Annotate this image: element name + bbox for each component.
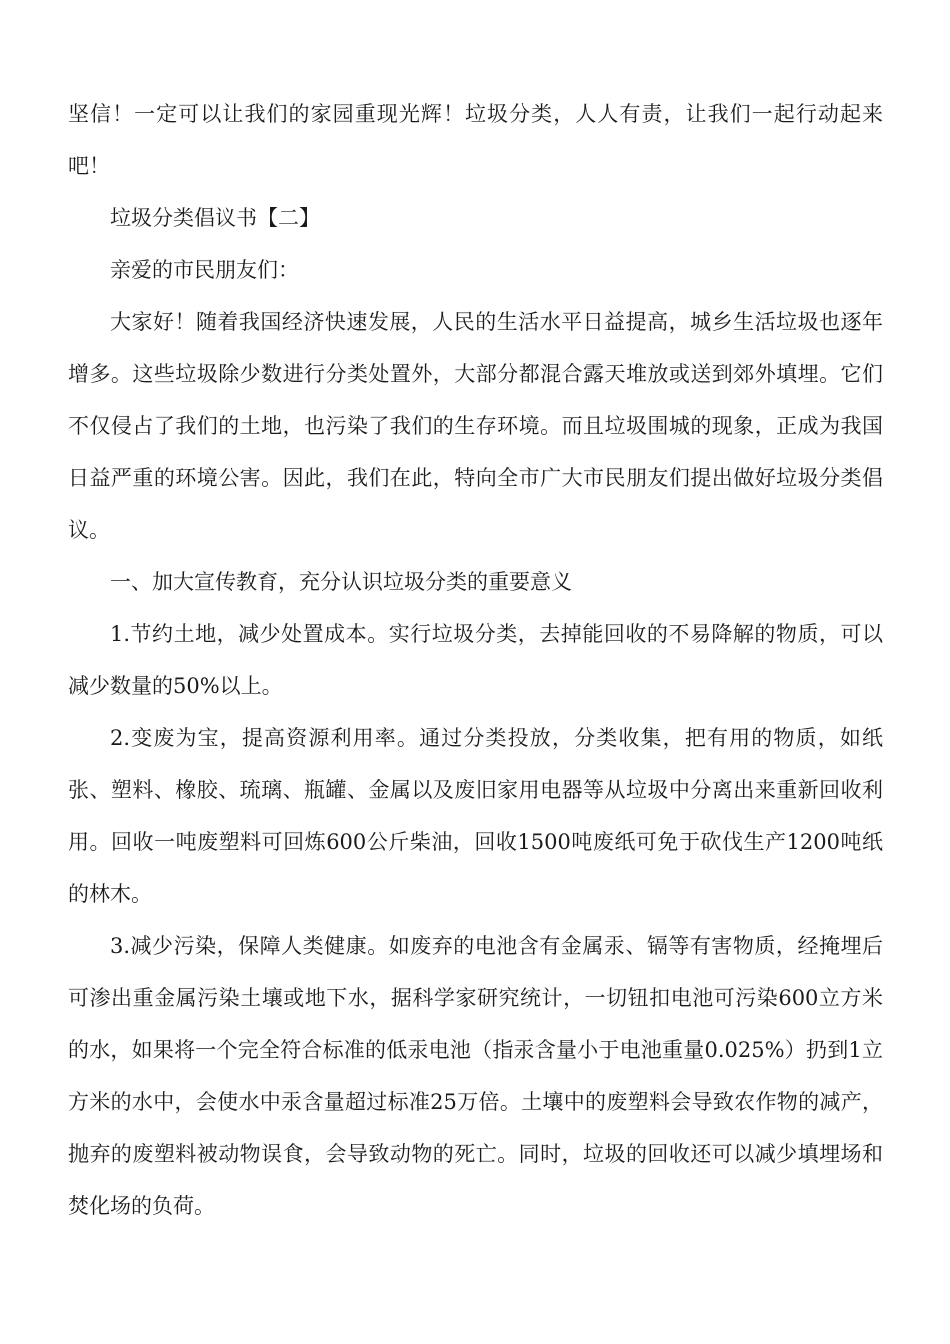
closing-paragraph: 坚信！一定可以让我们的家园重现光辉！垃圾分类，人人有责，让我们一起行动起来吧！: [68, 102, 883, 178]
salutation: 亲爱的市民朋友们：: [110, 258, 299, 282]
point-one-paragraph: 1.节约土地，减少处置成本。实行垃圾分类，去掉能回收的不易降解的物质，可以减少数量的50%以上。: [68, 622, 883, 698]
intro-paragraph: 大家好！随着我国经济快速发展，人民的生活水平日益提高，城乡生活垃圾也逐年增多。这些垃圾除少数进行分类处置外，大部分都混合露天堆放或送到郊外填埋。它们不仅侵占了我们的土地，也污染了我们的生存环境。而且垃圾围城的现象，正成为我国日益严重的环境公害。因此，我们在此，特向全市广大市民朋友们提出做好垃圾分类倡议。: [68, 310, 883, 542]
section-title: 垃圾分类倡议书【二】: [110, 206, 320, 230]
point-three-paragraph: 3.减少污染，保障人类健康。如废弃的电池含有金属汞、镉等有害物质，经掩埋后可渗出重金属污染土壤或地下水，据科学家研究统计，一切钮扣电池可污染600立方米的水，如果将一个完全符合标准的低汞电池（指汞含量小于电池重量0.025%）扔到1立方米的水中，会使水中汞含量超过标准25万倍。土壤中的废塑料会导致农作物的减产，抛弃的废塑料被动物误食，会导致动物的死亡。同时，垃圾的回收还可以减少填埋场和焚化场的负荷。: [68, 934, 883, 1218]
point-two-paragraph: 2.变废为宝，提高资源利用率。通过分类投放，分类收集，把有用的物质，如纸张、塑料、橡胶、琉璃、瓶罐、金属以及废旧家用电器等从垃圾中分离出来重新回收利用。回收一吨废塑料可回炼600公斤柴油，回收1500吨废纸可免于砍伐生产1200吨纸的林木。: [68, 726, 883, 906]
document-page: [68, 88, 883, 1232]
heading-one: 一、加大宣传教育，充分认识垃圾分类的重要意义: [110, 570, 572, 594]
